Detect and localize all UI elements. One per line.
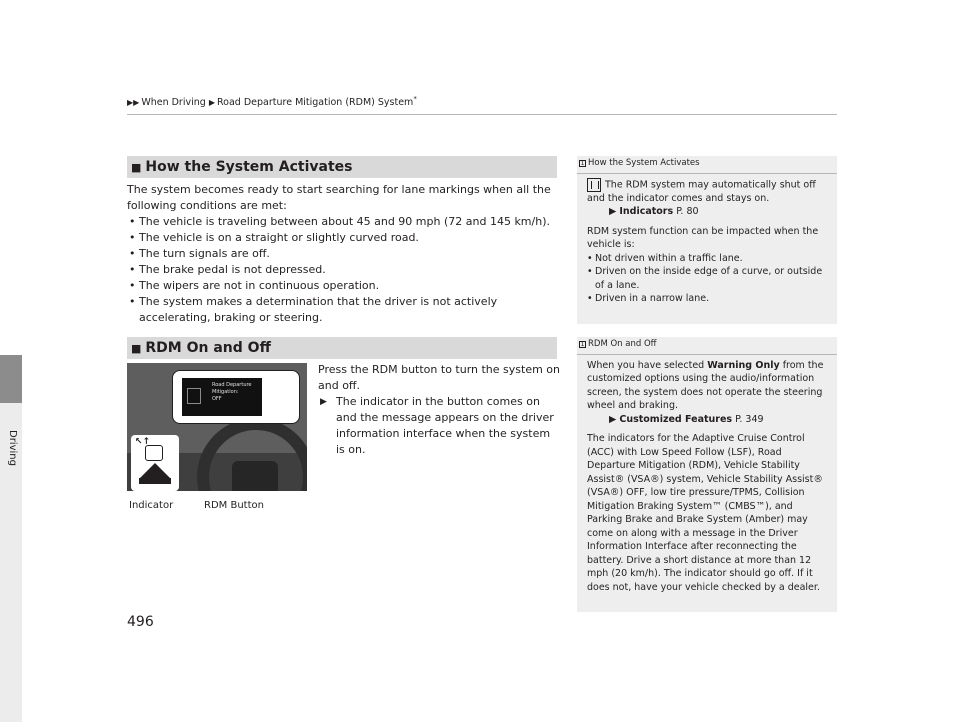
- note-marker-icon: 1: [580, 160, 585, 168]
- rdm-display-icon: [187, 388, 201, 404]
- rdm-paragraph: Press the RDM button to turn the system on and off.: [318, 363, 561, 392]
- note-paragraph: When you have selected Warning Only from the customized options using the audio/information screen, the system does not operate the steering wheel and braking.: [587, 359, 824, 411]
- note-rule: [577, 354, 837, 355]
- note-title: 1 RDM On and Off: [580, 339, 657, 349]
- caption-rdm-button: RDM Button: [204, 500, 264, 511]
- note-paragraph: The RDM system may automatically shut off and the indicator comes and stays on.: [587, 179, 816, 204]
- cross-reference[interactable]: ▶ Customized Features P. 349: [609, 413, 764, 425]
- rdm-button-icon: [145, 445, 163, 461]
- display-callout: [172, 370, 300, 424]
- caption-indicator: Indicator: [129, 500, 174, 511]
- driver-info-display: [182, 378, 262, 416]
- note-box-activation: [577, 156, 837, 324]
- list-item: • The wipers are not in continuous operation.: [127, 278, 557, 294]
- section-heading-activation: [127, 156, 557, 178]
- section-title: How the System Activates: [145, 159, 353, 175]
- rdm-button-figure: [127, 363, 307, 518]
- conditions-list: [127, 214, 557, 326]
- indicator-rays-icon: ↖↑: [135, 437, 151, 447]
- page-number: 496: [127, 614, 154, 630]
- list-item: • Driven on the inside edge of a curve, or outside of a lane.: [587, 265, 827, 292]
- sidebar-top: [0, 0, 22, 355]
- note-paragraph: The indicators for the Adaptive Cruise Control (ACC) with Low Speed Follow (LSF), Road Departure Mitigation (RDM), Vehicle Stability Assist® (VSA®) system, Vehicle Stability Assist® (VSA®) OFF, low tire pressure/TPMS, Collision Mitigation Braking System™ (CMBS™), and Parking Brake and Brake System (Amber) may come on along with a message in the Driver Information Interface after reconnecting the battery. Drive a short distance at more than 12 mph (20 km/h). The indicator should go off. If it does not, have your vehicle checked by a dealer.: [587, 433, 823, 593]
- breadcrumb-arrow-icon: ▶▶: [127, 98, 140, 108]
- note-title: 1 How the System Activates: [580, 158, 700, 168]
- header-rule: [127, 114, 837, 115]
- note-rule: [577, 173, 837, 174]
- list-item: • The brake pedal is not depressed.: [127, 262, 557, 278]
- result-arrow-icon: ▶: [320, 397, 327, 407]
- button-callout: [131, 435, 179, 491]
- note-list: [587, 252, 827, 306]
- list-item: • Not driven within a traffic lane.: [587, 252, 827, 266]
- breadcrumb-level2[interactable]: Road Departure Mitigation (RDM) System: [216, 97, 414, 109]
- note-marker-icon: 1: [580, 341, 585, 349]
- breadcrumb-arrow-icon: ▶: [208, 98, 215, 108]
- section-activation-body: [127, 182, 557, 326]
- section-heading-rdm: [127, 337, 557, 359]
- reference-arrow-icon: ▶: [609, 206, 617, 217]
- rdm-indicator-icon: [587, 178, 601, 192]
- heading-square-icon: ■: [131, 160, 142, 174]
- breadcrumb-asterisk: *: [413, 95, 417, 103]
- note-box-rdm: [577, 337, 837, 612]
- rdm-result: ▶ The indicator in the button comes on and the message appears on the driver information interface when the system is on.: [320, 395, 554, 456]
- list-item: • The vehicle is traveling between about 45 and 90 mph (72 and 145 km/h).: [127, 214, 557, 230]
- press-arrow-icon: [139, 463, 171, 479]
- steering-hub: [232, 461, 278, 495]
- intro-paragraph: The system becomes ready to start searching for lane markings when all the following conditions are met:: [127, 183, 551, 212]
- list-item: • Driven in a narrow lane.: [587, 292, 827, 306]
- breadcrumb-level1[interactable]: When Driving: [141, 97, 206, 109]
- list-item: • The vehicle is on a straight or slightly curved road.: [127, 230, 557, 246]
- section-rdm-body: [318, 362, 560, 458]
- list-item: • The system makes a determination that the driver is not actively accelerating, braking or steering.: [127, 294, 557, 326]
- reference-arrow-icon: ▶: [609, 413, 617, 425]
- note-paragraph: RDM system function can be impacted when the vehicle is:: [587, 225, 819, 250]
- sidebar-chapter-label: Driving: [7, 430, 18, 466]
- heading-square-icon: ■: [131, 341, 142, 355]
- display-message: Road Departure Mitigation: OFF: [212, 382, 252, 402]
- cross-reference[interactable]: ▶ Indicators P. 80: [609, 206, 699, 217]
- sidebar-active-marker: [0, 355, 22, 403]
- breadcrumb: [127, 95, 417, 108]
- list-item: • The turn signals are off.: [127, 246, 557, 262]
- section-title: RDM On and Off: [145, 340, 271, 356]
- press-arrow-base: [139, 478, 171, 484]
